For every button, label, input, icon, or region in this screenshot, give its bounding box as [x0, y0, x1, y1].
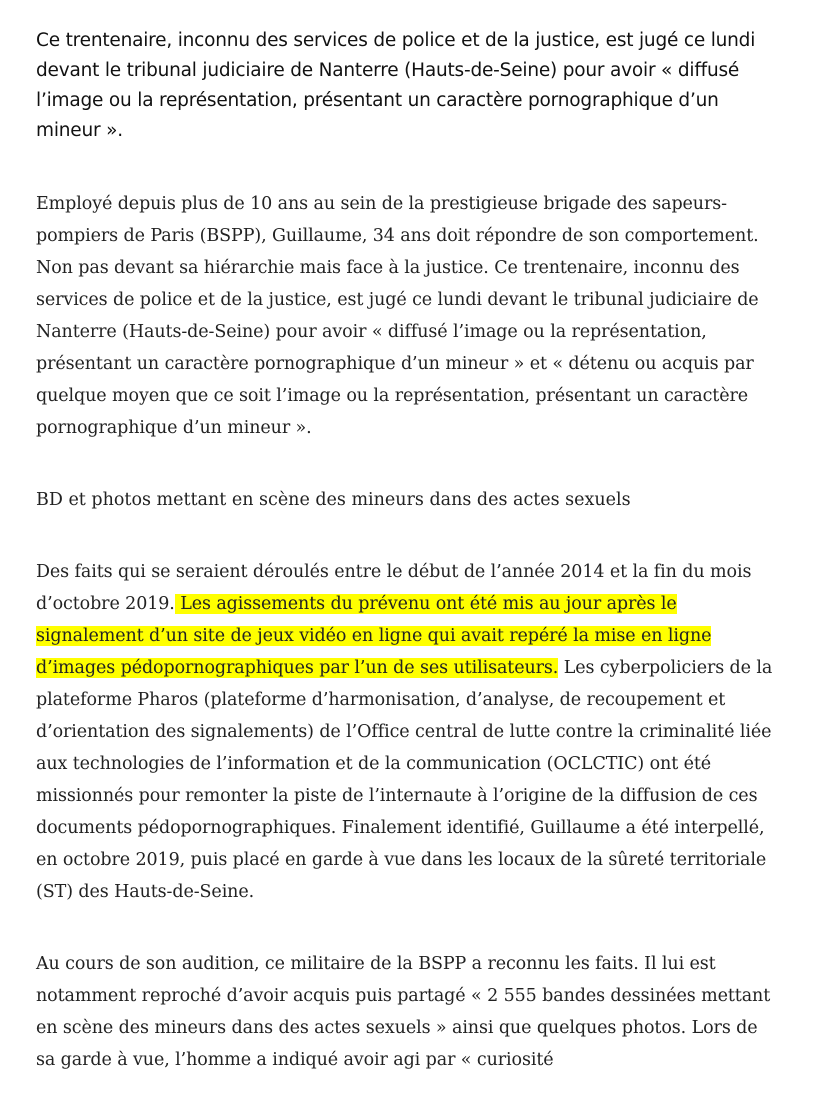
paragraph-2-text-before: Des faits qui se seraient déroulés entre le début de l’année 2014 et la fin du mois d’octobre 2019. — [36, 562, 752, 614]
article-paragraph-2 — [36, 556, 776, 908]
article-lead: Ce trentenaire, inconnu des services de police et de la justice, est jugé ce lundi devant le tribunal judiciaire de Nanterre (Hauts-de-Seine) pour avoir « diffusé l’image ou la représentation, présentant un caractère pornographique d’un mineur ». — [36, 30, 756, 141]
article-subheading: BD et photos mettant en scène des mineurs dans des actes sexuels — [36, 490, 631, 510]
paragraph-2-text-after: Les cyberpoliciers de la plateforme Pharos (plateforme d’harmonisation, d’analyse, de recoupement et d’orientation des signalements) de l’Office central de lutte contre la criminalité liée aux technologies de l’information et de la communication (OCLCTIC) ont été missionnés pour remonter la piste de l’internaute à l’origine de la diffusion de ces documents pédopornographiques. Finalement identifié, Guillaume a été interpellé, en octobre 2019, puis placé en garde à vue dans les locaux de la sûreté territoriale (ST) des Hauts-de-Seine. — [36, 658, 773, 902]
article-paragraph-3: Au cours de son audition, ce militaire de la BSPP a reconnu les faits. Il lui est notamment reproché d’avoir acquis puis partagé « 2 555 bandes dessinées mettant en scène des mineurs dans des actes sexuels » ainsi que quelques photos. Lors de sa garde à vue, l’homme a indiqué avoir agi par « curiosité — [36, 954, 771, 1070]
article-body — [36, 26, 776, 1116]
article-paragraph-1: Employé depuis plus de 10 ans au sein de la prestigieuse brigade des sapeurs-pompiers de Paris (BSPP), Guillaume, 34 ans doit répondre de son comportement. Non pas devant sa hiérarchie mais face à la justice. Ce trentenaire, inconnu des services de police et de la justice, est jugé ce lundi devant le tribunal judiciaire de Nanterre (Hauts-de-Seine) pour avoir « diffusé l’image ou la représentation, présentant un caractère pornographique d’un mineur » et « détenu ou acquis par quelque moyen que ce soit l’image ou la représentation, présentant un caractère pornographique d’un mineur ». — [36, 194, 759, 438]
highlighted-passage: Les agissements du prévenu ont été mis au jour après le signalement d’un site de jeux vidéo en ligne qui avait repéré la mise en ligne d’images pédopornographiques par l’un de ses utilisateurs. — [36, 594, 712, 678]
